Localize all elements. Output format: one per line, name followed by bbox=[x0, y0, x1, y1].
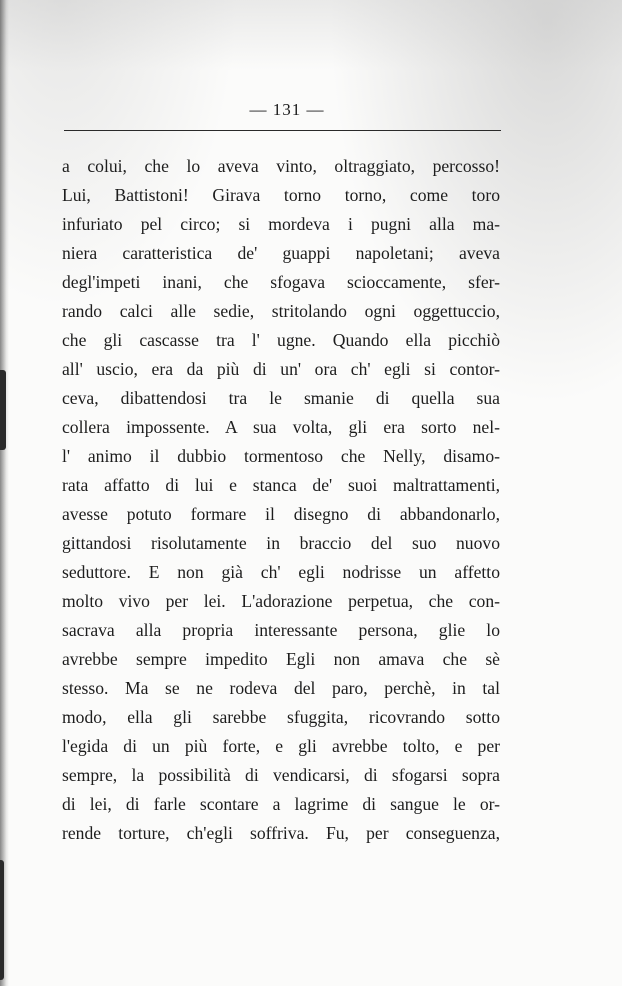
text-line: ceva, dibattendosi tra le smanie di quella sua bbox=[62, 388, 500, 408]
text-line: collera impossente. A sua volta, gli era sorto nel- bbox=[62, 417, 500, 437]
page-left-edge-shadow bbox=[0, 0, 9, 986]
text-line: rata affatto di lui e stanca de' suoi maltrattamenti, bbox=[62, 475, 500, 495]
text-line: modo, ella gli sarebbe sfuggita, ricovrando sotto bbox=[62, 707, 500, 727]
page-edge-mark bbox=[0, 370, 6, 450]
text-line: rende torture, ch'egli soffriva. Fu, per conseguenza, bbox=[62, 823, 500, 843]
page-top-shading bbox=[0, 0, 622, 70]
text-line: di lei, di farle scontare a lagrime di sangue le or- bbox=[62, 794, 500, 814]
page-number: — 131 — bbox=[249, 100, 325, 119]
header-rule bbox=[64, 130, 501, 131]
text-line: l'egida di un più forte, e gli avrebbe tolto, e per bbox=[62, 736, 500, 756]
text-line: gittandosi risolutamente in braccio del suo nuovo bbox=[62, 533, 500, 553]
text-line: rando calci alle sedie, stritolando ogni oggettuccio, bbox=[62, 301, 500, 321]
text-line: sacrava alla propria interessante persona, glie lo bbox=[62, 620, 500, 640]
page-edge-mark bbox=[0, 860, 4, 980]
text-line: a colui, che lo aveva vinto, oltraggiato, percosso! bbox=[62, 156, 500, 176]
text-line: all' uscio, era da più di un' ora ch' egli si contor- bbox=[62, 359, 500, 379]
text-line: molto vivo per lei. L'adorazione perpetua, che con- bbox=[62, 591, 500, 611]
text-line: Lui, Battistoni! Girava torno torno, come toro bbox=[62, 185, 500, 205]
text-line: l' animo il dubbio tormentoso che Nelly, disamo- bbox=[62, 446, 500, 466]
text-line: avesse potuto formare il disegno di abbandonarlo, bbox=[62, 504, 500, 524]
text-line: seduttore. E non già ch' egli nodrisse un affetto bbox=[62, 562, 500, 582]
text-line: infuriato pel circo; si mordeva i pugni alla ma- bbox=[62, 214, 500, 234]
body-text bbox=[62, 152, 500, 848]
text-line: degl'impeti inani, che sfogava scioccamente, sfer- bbox=[62, 272, 500, 292]
text-line: sempre, la possibilità di vendicarsi, di sfogarsi sopra bbox=[62, 765, 500, 785]
text-line: stesso. Ma se ne rodeva del paro, perchè, in tal bbox=[62, 678, 500, 698]
text-line: avrebbe sempre impedito Egli non amava che sè bbox=[62, 649, 500, 669]
text-line: che gli cascasse tra l' ugne. Quando ella picchiò bbox=[62, 330, 500, 350]
text-line: niera caratteristica de' guappi napoletani; aveva bbox=[62, 243, 500, 263]
